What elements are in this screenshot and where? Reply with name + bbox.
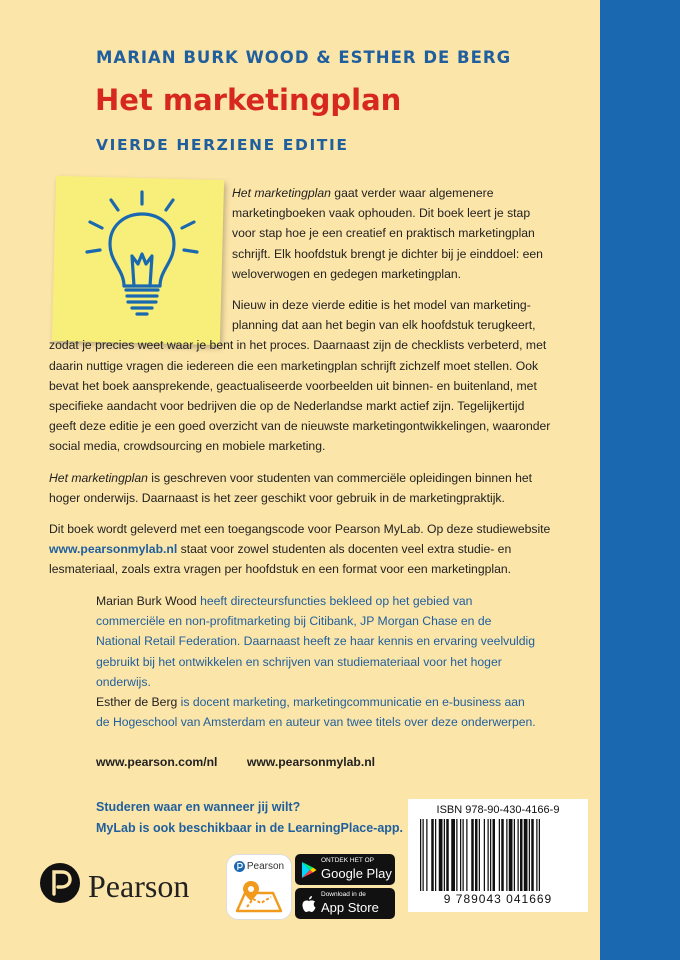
- barcode-bar: [506, 819, 507, 891]
- book-spine: [600, 0, 680, 960]
- barcode-bar: [514, 819, 515, 891]
- barcode-bar: [444, 819, 445, 891]
- barcode-bar: [539, 819, 540, 891]
- description-paragraph-1: Het marketingplan gaat verder waar algemenere marketingboeken vaak ophouden. Dit boek leert je stap voor stap hoe je een creatief en praktisch marketingplan schrijft. Elk hoofdstuk brengt je dichter bij je einddoel: een weloverwogen en gedegen marketingplan.: [232, 186, 543, 281]
- description: [49, 183, 552, 591]
- book-title: Het marketingplan: [95, 83, 402, 117]
- barcode-bar: [520, 819, 523, 891]
- web-links: [96, 755, 401, 769]
- barcode-bar: [435, 819, 436, 891]
- map-pin-icon: [227, 877, 291, 919]
- barcode-bar: [446, 819, 449, 891]
- barcode-bar: [451, 819, 455, 891]
- barcode-bar: [466, 819, 467, 891]
- barcode-bar: [490, 819, 491, 891]
- barcode-bar: [439, 819, 443, 891]
- barcode-bar: [426, 819, 427, 891]
- apple-icon: [301, 895, 317, 913]
- barcode-bar: [529, 819, 530, 891]
- barcode-bar: [471, 819, 474, 891]
- barcode-bar: [488, 819, 489, 891]
- barcode-bar: [475, 819, 478, 891]
- barcode-bar: [531, 819, 534, 891]
- barcode-bar: [524, 819, 528, 891]
- barcode-bar: [460, 819, 461, 891]
- barcode-bar: [499, 819, 500, 891]
- learningplace-app-icon[interactable]: [226, 854, 292, 920]
- google-play-icon: [301, 861, 317, 879]
- isbn-number: ISBN 978-90-430-4166-9: [436, 804, 560, 816]
- barcode-bar: [431, 819, 434, 891]
- pearson-small-icon: [234, 861, 245, 872]
- pearson-wordmark: Pearson: [88, 868, 190, 904]
- barcode-digits: 9 789043 041669: [443, 892, 553, 906]
- barcode-bar: [536, 819, 537, 891]
- barcode-bar: [509, 819, 513, 891]
- mylab-promo: Studeren waar en wanneer jij wilt? MyLab is ook beschikbaar in de LearningPlace-app.: [96, 800, 404, 835]
- description-paragraph-4: Dit boek wordt geleverd met een toegangscode voor Pearson MyLab. Op deze studiewebsite www.pearsonmylab.nl staat voor zowel studenten als docenten veel extra studie- en lesmateriaal, zoals extra vragen per hoofdstuk en een format voor een marketingplan.: [49, 522, 551, 577]
- barcode-bar: [423, 819, 424, 891]
- google-play-badge[interactable]: ONTDEK HET OP Google Play: [295, 854, 395, 885]
- description-paragraph-2: Nieuw in deze vierde editie is het model van marketingplanning dat aan het begin van elk hoofdstuk terugkeert, zodat je precies weet waar je bent in het proces. Daarnaast zijn de checklists verbeterd, met daarin nuttige vragen die iedereen die een marketingplan schrijft zichzelf moet stellen. Ook bevat het boek aansprekende, geactualiseerde voorbeelden uit binnen- en buitenland, met specifieke aandacht voor bedrijven die op de Nederlandse markt actief zijn. Tegelijkertijd geeft deze editie je een goed overzicht van de nieuwste marketingontwikkelingen, waaronder social media, crowdsourcing en mobiele marketing.: [49, 298, 551, 454]
- isbn-barcode: [408, 799, 588, 912]
- barcode-bar: [501, 819, 504, 891]
- description-paragraph-3: Het marketingplan is geschreven voor studenten van commerciële opleidingen binnen het hoger onderwijs. Daarnaast is het zeer geschikt voor gebruik in de marketingpraktijk.: [49, 470, 533, 505]
- app-icon-label: Pearson: [246, 860, 285, 872]
- mylab-url[interactable]: www.pearsonmylab.nl: [49, 542, 178, 557]
- book-authors: MARIAN BURK WOOD & ESTHER DE BERG: [96, 48, 512, 67]
- author-bio: [96, 591, 536, 732]
- app-store-badge[interactable]: Download in de App Store: [295, 888, 395, 919]
- barcode-bar: [456, 819, 457, 891]
- barcode-bar: [479, 819, 480, 891]
- barcode-bar: [420, 819, 421, 891]
- barcode-bar: [484, 819, 485, 891]
- pearsonmylab-link[interactable]: www.pearsonmylab.nl: [246, 755, 376, 769]
- barcode-bar: [493, 819, 496, 891]
- barcode-bar: [518, 819, 519, 891]
- pearson-link[interactable]: www.pearson.com/nl: [96, 755, 218, 769]
- barcode-bar: [463, 819, 464, 891]
- pearson-logo-icon: [40, 863, 80, 903]
- book-edition: VIERDE HERZIENE EDITIE: [96, 136, 349, 154]
- barcode-bars: [420, 819, 576, 891]
- author-bio-2: Esther de Berg is docent marketing, marketingcommunicatie en e-business aan de Hogeschool van Amsterdam en auteur van twee titels over deze onderwerpen.: [96, 695, 536, 730]
- author-bio-1: Marian Burk Wood heeft directeursfuncties bekleed op het gebied van commerciële en non-profitmarketing bij Citibank, JP Morgan Chase en de National Retail Federation. Daarnaast heeft ze haar kennis en ervaring veelvuldig gebruikt bij het ontwikkelen en schrijven van studiemateriaal voor het hoger onderwijs.: [96, 594, 536, 689]
